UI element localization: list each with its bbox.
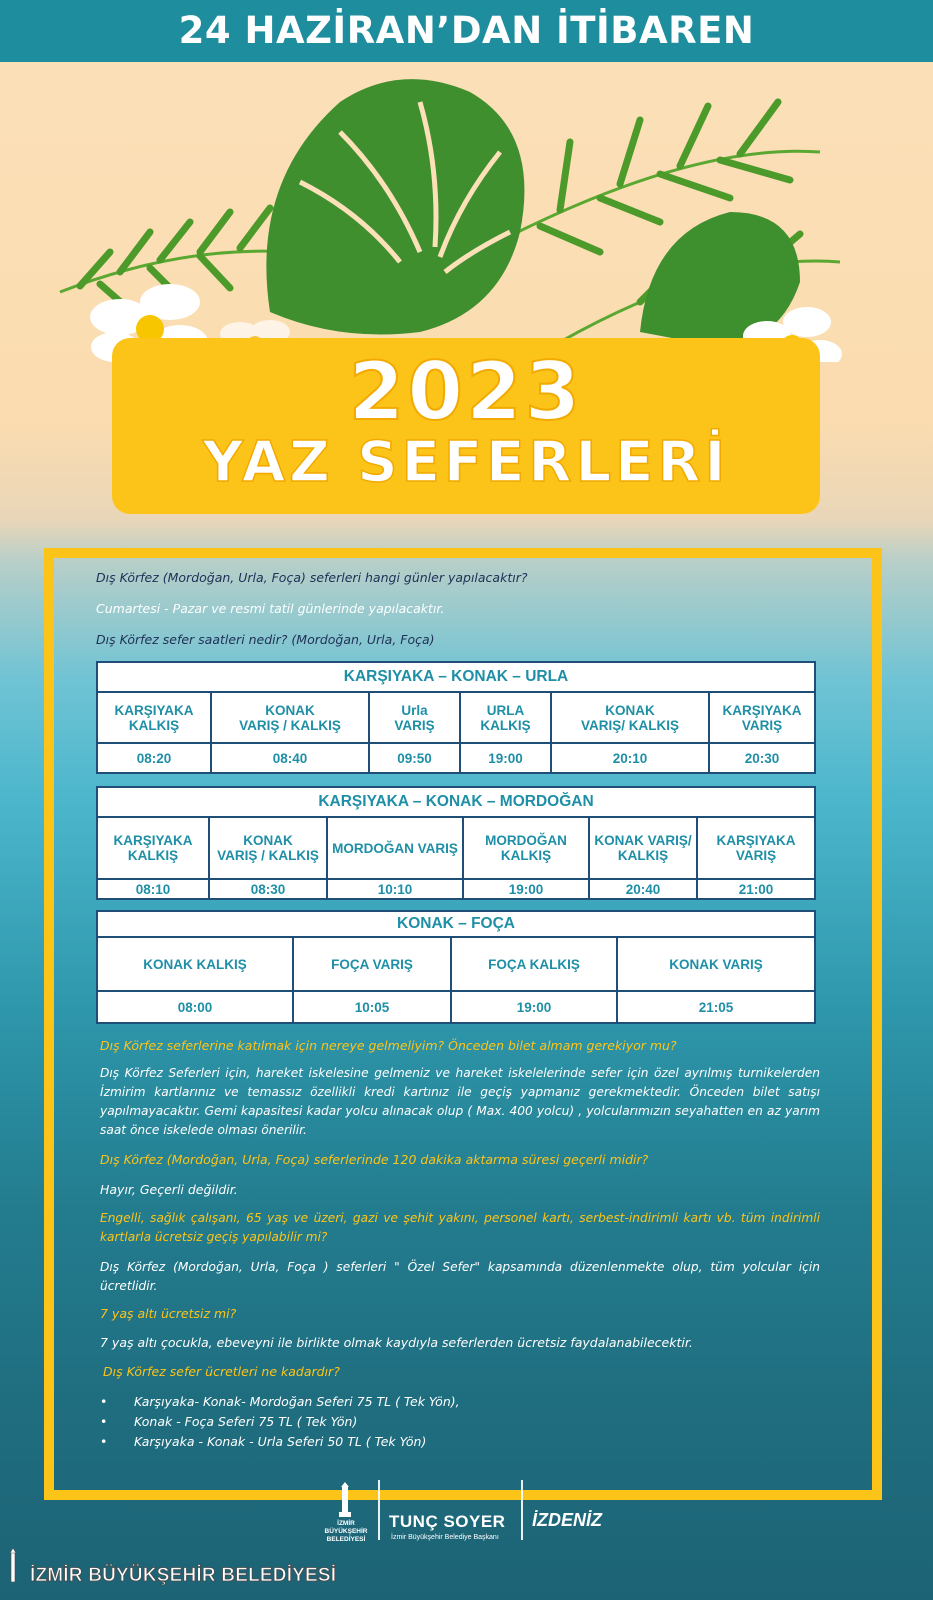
time-cell: 09:50: [369, 743, 460, 773]
question-hours: Dış Körfez sefer saatleri nedir? (Mordoğan, Urla, Foça): [96, 632, 435, 647]
time-cell: 21:05: [617, 991, 815, 1023]
question-children: 7 yaş altı ücretsiz mi?: [100, 1306, 237, 1321]
column-header: KONAK KALKIŞ: [97, 937, 293, 991]
time-cell: 20:30: [709, 743, 815, 773]
column-header: KONAK VARIŞ/ KALKIŞ: [551, 692, 709, 743]
answer-days: Cumartesi - Pazar ve resmi tatil günlerinde yapılacaktır.: [96, 601, 445, 616]
column-header: MORDOĞAN VARIŞ: [327, 817, 463, 879]
time-cell: 10:10: [327, 879, 463, 899]
answer-transfer: Hayır, Geçerli değildir.: [100, 1182, 238, 1197]
column-header: KONAK VARIŞ: [617, 937, 815, 991]
schedule-table-foca: [96, 910, 816, 1024]
column-header: KONAK VARIŞ / KALKIŞ: [209, 817, 327, 879]
column-header: MORDOĞAN KALKIŞ: [463, 817, 589, 879]
list-item: • Konak - Foça Seferi 75 TL ( Tek Yön): [100, 1412, 460, 1432]
column-header: KARŞIYAKA KALKIŞ: [97, 692, 211, 743]
question-days: Dış Körfez (Mordoğan, Urla, Foça) seferleri hangi günler yapılacaktır?: [96, 570, 528, 585]
question-tickets: Dış Körfez seferlerine katılmak için nereye gelmeliyim? Önceden bilet almam gerekiyor mu?: [100, 1038, 677, 1053]
time-cell: 08:40: [211, 743, 369, 773]
izdeniz-logo: İZDENİZ: [532, 1510, 602, 1530]
watermark-tower-icon: [6, 1548, 20, 1586]
table-title: KONAK – FOÇA: [97, 911, 815, 937]
answer-tickets: Dış Körfez Seferleri için, hareket iskelesine gelmeniz ve hareket iskelelerinde sefer için özel ayrılmış turnikelerden İzmirim kartlarınız ve temassız özellikli kredi kartınız ile geçiş yapmanız gerekmektedir. Önceden bilet satışı yapılmayacaktır. Gemi kapasitesi kadar yolcu alınacak olup ( Max. 400 yolcu) , yolcularımızın seyahatten en az yarım saat önce iskelede olması önerilir.: [100, 1066, 820, 1137]
column-header: URLA KALKIŞ: [460, 692, 551, 743]
time-cell: 20:40: [589, 879, 697, 899]
schedule-table-urla: [96, 661, 816, 774]
column-header: KARŞIYAKA VARIŞ: [709, 692, 815, 743]
banner-year: 2023: [348, 345, 584, 438]
answer-children: 7 yaş altı çocukla, ebeveyni ile birlikte olmak kaydıyla seferlerden ücretsiz faydalanabilecektir.: [100, 1335, 693, 1350]
time-cell: 08:00: [97, 991, 293, 1023]
column-header: KARŞIYAKA VARIŞ: [697, 817, 815, 879]
column-header: Urla VARIŞ: [369, 692, 460, 743]
watermark: İZMİR BÜYÜKŞEHİR BELEDİYESİ: [30, 1565, 337, 1586]
mayor-name: TUNÇ SOYER: [389, 1512, 506, 1531]
list-item: • Karşıyaka - Konak - Urla Seferi 50 TL ( Tek Yön): [100, 1432, 460, 1452]
tropical-leaves-illustration: [40, 62, 900, 362]
divider: [521, 1480, 523, 1540]
time-cell: 21:00: [697, 879, 815, 899]
izmir-logo-text: İZMİR BÜYÜKŞEHİR BELEDİYESİ: [324, 1520, 368, 1543]
column-header: FOÇA VARIŞ: [293, 937, 451, 991]
column-header: KONAK VARIŞ/ KALKIŞ: [589, 817, 697, 879]
time-cell: 08:10: [97, 879, 209, 899]
divider: [378, 1480, 380, 1540]
column-header: KARŞIYAKA KALKIŞ: [97, 817, 209, 879]
time-cell: 20:10: [551, 743, 709, 773]
answer-discount: Dış Körfez (Mordoğan, Urla, Foça ) seferleri " Özel Sefer" kapsamında düzenlenmekte olup, tüm yolcular için ücretlidir.: [100, 1260, 820, 1293]
page-title: 24 HAZİRAN’DAN İTİBAREN: [178, 9, 755, 52]
time-cell: 19:00: [451, 991, 617, 1023]
question-discount: Engelli, sağlık çalışanı, 65 yaş ve üzeri, gazi ve şehit yakını, personel kartı, serbest-indirimli kartı vb. tüm indirimli kartlarla ücretsiz geçiş yapılabilir mi?: [100, 1211, 820, 1244]
mayor-title: İzmir Büyükşehir Belediye Başkanı: [391, 1534, 499, 1541]
question-prices: Dış Körfez sefer ücretleri ne kadardır?: [103, 1364, 340, 1379]
price-list: [100, 1392, 460, 1452]
time-cell: 08:30: [209, 879, 327, 899]
column-header: FOÇA KALKIŞ: [451, 937, 617, 991]
time-cell: 19:00: [460, 743, 551, 773]
top-banner: [0, 0, 933, 62]
time-cell: 10:05: [293, 991, 451, 1023]
table-title: KARŞIYAKA – KONAK – URLA: [97, 662, 815, 692]
list-item: • Karşıyaka- Konak- Mordoğan Seferi 75 TL ( Tek Yön),: [100, 1392, 460, 1412]
clock-tower-icon: [336, 1482, 354, 1518]
schedule-table-mordogan: [96, 786, 816, 900]
table-title: KARŞIYAKA – KONAK – MORDOĞAN: [97, 787, 815, 817]
question-transfer: Dış Körfez (Mordoğan, Urla, Foça) seferlerinde 120 dakika aktarma süresi geçerli midir?: [100, 1152, 649, 1167]
column-header: KONAK VARIŞ / KALKIŞ: [211, 692, 369, 743]
time-cell: 19:00: [463, 879, 589, 899]
time-cell: 08:20: [97, 743, 211, 773]
banner-subtitle: YAZ SEFERLERİ: [202, 430, 730, 495]
